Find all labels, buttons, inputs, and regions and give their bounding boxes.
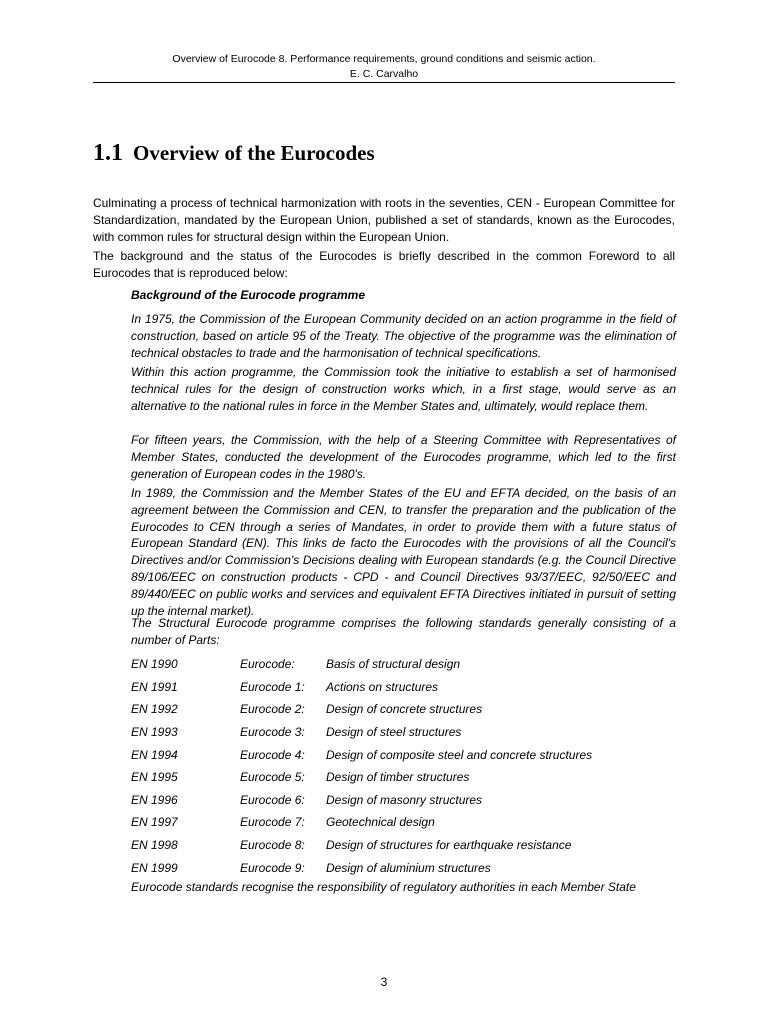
- standard-row: [131, 743, 676, 766]
- quote-paragraph-2: Within this action programme, the Commission took the initiative to establish a set of harmonised technical rules for the design of construction works which, in a first stage, would serve as an alternative to the national rules in force in the Member States and, ultimately, would replace them.: [131, 365, 676, 413]
- standard-eurocode: Eurocode 1:: [240, 679, 305, 694]
- standard-code: EN 1993: [131, 725, 178, 740]
- standard-row: [131, 856, 676, 879]
- standard-title: Geotechnical design: [326, 815, 435, 830]
- standard-row: [131, 811, 676, 834]
- standard-eurocode: Eurocode 3:: [240, 725, 305, 740]
- quote-paragraph-1: In 1975, the Commission of the European Community decided on an action programme in the field of construction, based on article 95 of the Treaty. The objective of the programme was the elimination of technical obstacles to trade and the harmonisation of technical specifications.: [131, 312, 676, 360]
- header-title: Overview of Eurocode 8. Performance requirements, ground conditions and seismic action.: [172, 53, 596, 65]
- standard-eurocode: Eurocode 6:: [240, 792, 305, 807]
- standard-eurocode: Eurocode 2:: [240, 702, 305, 717]
- standard-eurocode: Eurocode 9:: [240, 860, 305, 875]
- standard-title: Design of timber structures: [326, 770, 470, 785]
- standard-title: Design of steel structures: [326, 725, 462, 740]
- quote-closing: Eurocode standards recognise the responsibility of regulatory authorities in each Member State: [131, 880, 636, 894]
- standard-code: EN 1996: [131, 792, 178, 807]
- header-rule: [93, 82, 675, 83]
- standard-code: EN 1995: [131, 770, 178, 785]
- standard-eurocode: Eurocode:: [240, 657, 295, 672]
- standard-code: EN 1992: [131, 702, 178, 717]
- quote-paragraph-5: The Structural Eurocode programme comprises the following standards generally consisting of a number of Parts:: [131, 616, 676, 647]
- standard-code: EN 1994: [131, 747, 178, 762]
- standard-title: Basis of structural design: [326, 657, 461, 672]
- standard-title: Design of composite steel and concrete structures: [326, 747, 593, 762]
- section-number: 1.1: [93, 140, 123, 166]
- standard-title: Design of structures for earthquake resistance: [326, 838, 572, 853]
- quote-paragraph-4: In 1989, the Commission and the Member States of the EU and EFTA decided, on the basis of an agreement between the Commission and CEN, to transfer the preparation and the publication of the Eurocodes to CEN through a series of Mandates, in order to provide them with a future status of European Standard (EN). This links de facto the Eurocodes with the provisions of all the Council's Directives and/or Commission's Decisions dealing with European standards (e.g. the Council Directive 89/106/EEC on construction products - CPD - and Council Directives 93/37/EEC, 92/50/EEC and 89/440/EEC on public works and services and equivalent EFTA Directives initiated in pursuit of setting up the internal market).: [131, 486, 676, 618]
- quote-paragraph-3: For fifteen years, the Commission, with the help of a Steering Committee with Representatives of Member States, conducted the development of the Eurocodes programme, which led to the first generation of European codes in the 1980's.: [131, 433, 676, 481]
- intro-paragraph-1: Culminating a process of technical harmonization with roots in the seventies, CEN - European Committee for Standardization, mandated by the European Union, published a set of standards, known as the Eurocodes, with common rules for structural design within the European Union.: [93, 196, 675, 244]
- header-author: E. C. Carvalho: [349, 68, 419, 80]
- standards-list: [131, 653, 676, 879]
- standard-code: EN 1998: [131, 838, 178, 853]
- standard-eurocode: Eurocode 8:: [240, 838, 305, 853]
- running-header: [93, 52, 675, 82]
- standard-title: Design of concrete structures: [326, 702, 483, 717]
- standard-row: [131, 721, 676, 744]
- standard-row: [131, 698, 676, 721]
- section-title: Overview of the Eurocodes: [133, 141, 375, 165]
- intro-paragraph-2: The background and the status of the Eurocodes is briefly described in the common Foreword to all Eurocodes that is reproduced below:: [93, 249, 675, 280]
- standard-row: [131, 676, 676, 699]
- page-number: 3: [380, 975, 388, 989]
- standard-eurocode: Eurocode 4:: [240, 747, 305, 762]
- standard-title: Design of aluminium structures: [326, 860, 491, 875]
- standard-eurocode: Eurocode 7:: [240, 815, 305, 830]
- standard-code: EN 1991: [131, 679, 178, 694]
- standard-title: Design of masonry structures: [326, 792, 483, 807]
- standard-code: EN 1990: [131, 657, 178, 672]
- standard-row: [131, 789, 676, 812]
- quote-heading: Background of the Eurocode programme: [131, 288, 366, 302]
- standard-row: [131, 766, 676, 789]
- standard-eurocode: Eurocode 5:: [240, 770, 305, 785]
- standard-row: [131, 834, 676, 857]
- standard-title: Actions on structures: [326, 679, 439, 694]
- section-heading: [93, 140, 375, 167]
- standard-code: EN 1999: [131, 860, 178, 875]
- standard-code: EN 1997: [131, 815, 178, 830]
- standard-row: [131, 653, 676, 676]
